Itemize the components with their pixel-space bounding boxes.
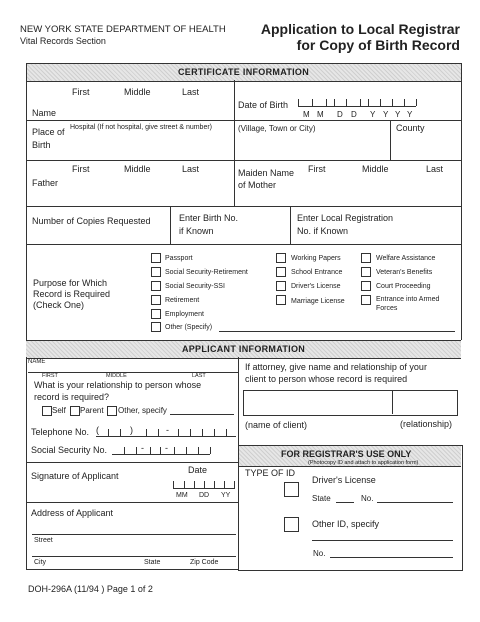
drivers-license-checkbox[interactable] xyxy=(276,281,286,291)
passport-checkbox[interactable] xyxy=(151,253,161,263)
school-entrance-label: School Entrance xyxy=(291,269,343,276)
registrar-state-label: State xyxy=(312,494,331,503)
registrar-no-line[interactable] xyxy=(377,502,453,503)
applicant-name-label: NAME xyxy=(28,359,46,365)
name-last-label: Last xyxy=(182,87,200,97)
mother-middle-label: Middle xyxy=(362,164,389,174)
working-papers-checkbox[interactable] xyxy=(276,253,286,263)
veterans-checkbox[interactable] xyxy=(361,267,371,277)
zip-label: Zip Code xyxy=(190,559,219,566)
other-relationship-line[interactable] xyxy=(170,414,234,415)
purpose-label-1: Purpose for Which xyxy=(33,278,108,288)
place-of-birth-label-2: Birth xyxy=(32,140,51,150)
form-title-line2: for Copy of Birth Record xyxy=(296,37,460,53)
parent-checkbox[interactable] xyxy=(70,406,80,416)
father-last-label: Last xyxy=(182,164,200,174)
dob-fmt-y3: Y xyxy=(395,110,401,119)
address-label: Address of Applicant xyxy=(31,508,114,518)
relationship-q-1: What is your relationship to person whose xyxy=(34,380,202,390)
armed-forces-label-2: Forces xyxy=(376,305,398,312)
dob-fmt-d1: D xyxy=(337,110,343,119)
father-label: Father xyxy=(32,178,59,188)
dob-fmt-y2: Y xyxy=(383,110,389,119)
registrar-no-label: No. xyxy=(361,494,374,503)
dob-fmt-m1: M xyxy=(303,110,310,119)
retirement-checkbox[interactable] xyxy=(151,295,161,305)
other-checkbox[interactable] xyxy=(151,322,161,332)
other-specify-line[interactable] xyxy=(219,331,455,332)
marriage-license-checkbox[interactable] xyxy=(276,295,286,305)
welfare-checkbox[interactable] xyxy=(361,253,371,263)
purpose-label-3: (Check One) xyxy=(33,300,85,310)
local-reg-label-1: Enter Local Registration xyxy=(297,213,394,223)
date-fmt-yy: YY xyxy=(221,492,231,499)
ss-retirement-label: Social Security-Retirement xyxy=(165,269,248,276)
registrar-title: FOR REGISTRAR'S USE ONLY xyxy=(281,449,412,459)
form-title-line1: Application to Local Registrar xyxy=(260,21,460,37)
applicant-band-title: APPLICANT INFORMATION xyxy=(181,344,306,354)
retirement-label: Retirement xyxy=(165,297,200,304)
maiden-name-label-2: of Mother xyxy=(238,180,277,190)
father-first-label: First xyxy=(72,164,90,174)
other-id-line[interactable] xyxy=(312,540,453,541)
parent-label: Parent xyxy=(80,406,104,415)
self-label: Self xyxy=(52,406,66,415)
mother-last-label: Last xyxy=(426,164,444,174)
street-line[interactable] xyxy=(32,534,236,535)
veterans-label: Veteran's Benefits xyxy=(376,269,433,276)
date-fmt-dd: DD xyxy=(199,492,210,499)
applicant-last-label: LAST xyxy=(192,373,206,379)
passport-label: Passport xyxy=(165,255,193,262)
employment-label: Employment xyxy=(165,311,204,318)
other-relationship-checkbox[interactable] xyxy=(107,406,117,416)
self-checkbox[interactable] xyxy=(42,406,52,416)
city-state-zip-line[interactable] xyxy=(32,556,236,557)
section-name: Vital Records Section xyxy=(20,36,106,46)
relationship-q-2: record is required? xyxy=(34,392,110,402)
place-of-birth-label-1: Place of xyxy=(32,127,65,137)
street-label: Street xyxy=(34,537,53,544)
name-first-label: First xyxy=(72,87,90,97)
signature-label: Signature of Applicant xyxy=(31,471,119,481)
drivers-license-id-checkbox[interactable] xyxy=(284,482,299,497)
form-id: DOH-296A (11/94 ) Page 1 of 2 xyxy=(28,584,153,594)
court-label: Court Proceeding xyxy=(376,283,431,290)
ss-retirement-checkbox[interactable] xyxy=(151,267,161,277)
court-checkbox[interactable] xyxy=(361,281,371,291)
marriage-license-label: Marriage License xyxy=(291,298,345,305)
armed-forces-label-1: Entrance into Armed xyxy=(376,296,440,303)
dob-fmt-y1: Y xyxy=(370,110,376,119)
welfare-label: Welfare Assistance xyxy=(376,255,436,262)
working-papers-label: Working Papers xyxy=(291,255,341,262)
other-id-label: Other ID, specify xyxy=(312,519,380,529)
other-label: Other (Specify) xyxy=(165,324,213,331)
name-of-client-label: (name of client) xyxy=(245,420,308,430)
applicant-middle-label: MIDDLE xyxy=(106,373,127,379)
dob-fmt-m2: M xyxy=(317,110,324,119)
date-fmt-mm: MM xyxy=(176,492,188,499)
applicant-first-label: FIRST xyxy=(42,373,58,379)
armed-forces-checkbox[interactable] xyxy=(361,295,371,305)
certificate-band-title: CERTIFICATE INFORMATION xyxy=(177,67,310,77)
state-label: State xyxy=(144,559,161,566)
applicant-name-line[interactable] xyxy=(28,372,238,373)
other-id-no-label: No. xyxy=(313,549,326,558)
father-middle-label: Middle xyxy=(124,164,151,174)
birth-no-label-1: Enter Birth No. xyxy=(179,213,239,223)
village-town-city-label: (Village, Town or City) xyxy=(238,124,316,133)
registrar-note: (Photocopy ID and attach to application form) xyxy=(308,460,419,466)
ss-ssi-label: Social Security-SSI xyxy=(165,283,225,290)
employment-checkbox[interactable] xyxy=(151,309,161,319)
mother-first-label: First xyxy=(308,164,326,174)
client-box[interactable] xyxy=(243,390,458,416)
county-label: County xyxy=(396,123,425,133)
agency-name: NEW YORK STATE DEPARTMENT OF HEALTH xyxy=(20,24,226,35)
dob-fmt-d2: D xyxy=(351,110,357,119)
school-entrance-checkbox[interactable] xyxy=(276,267,286,277)
dob-label: Date of Birth xyxy=(238,100,289,110)
city-label: City xyxy=(34,559,47,566)
name-middle-label: Middle xyxy=(124,87,151,97)
purpose-label-2: Record is Required xyxy=(33,289,111,299)
other-id-no-line[interactable] xyxy=(330,557,453,558)
date-label: Date xyxy=(188,465,208,475)
maiden-name-label-1: Maiden Name xyxy=(238,168,295,178)
certificate-band xyxy=(26,63,461,82)
other-id-checkbox[interactable] xyxy=(284,517,299,532)
type-of-id-label: TYPE OF ID xyxy=(245,468,296,478)
hospital-note: Hospital (If not hospital, give street & number) xyxy=(70,124,213,131)
telephone-label: Telephone No. xyxy=(31,427,90,437)
other-relationship-label: Other, specify xyxy=(118,406,167,415)
attorney-note-2: client to person whose record is required xyxy=(245,374,408,384)
registrar-state-line[interactable] xyxy=(336,502,354,503)
applicant-band xyxy=(26,340,461,359)
copies-requested-label: Number of Copies Requested xyxy=(32,216,151,226)
dob-fmt-y4: Y xyxy=(407,110,413,119)
ss-ssi-checkbox[interactable] xyxy=(151,281,161,291)
relationship-label: (relationship) xyxy=(400,419,453,429)
drivers-license-label: Driver's License xyxy=(291,283,341,290)
name-label: Name xyxy=(32,108,57,118)
drivers-license-id-label: Driver's License xyxy=(312,475,376,485)
local-reg-label-2: No. if Known xyxy=(297,226,349,236)
attorney-note-1: If attorney, give name and relationship of your xyxy=(245,362,427,372)
birth-no-label-2: if Known xyxy=(179,226,214,236)
ssn-label: Social Security No. xyxy=(31,445,108,455)
